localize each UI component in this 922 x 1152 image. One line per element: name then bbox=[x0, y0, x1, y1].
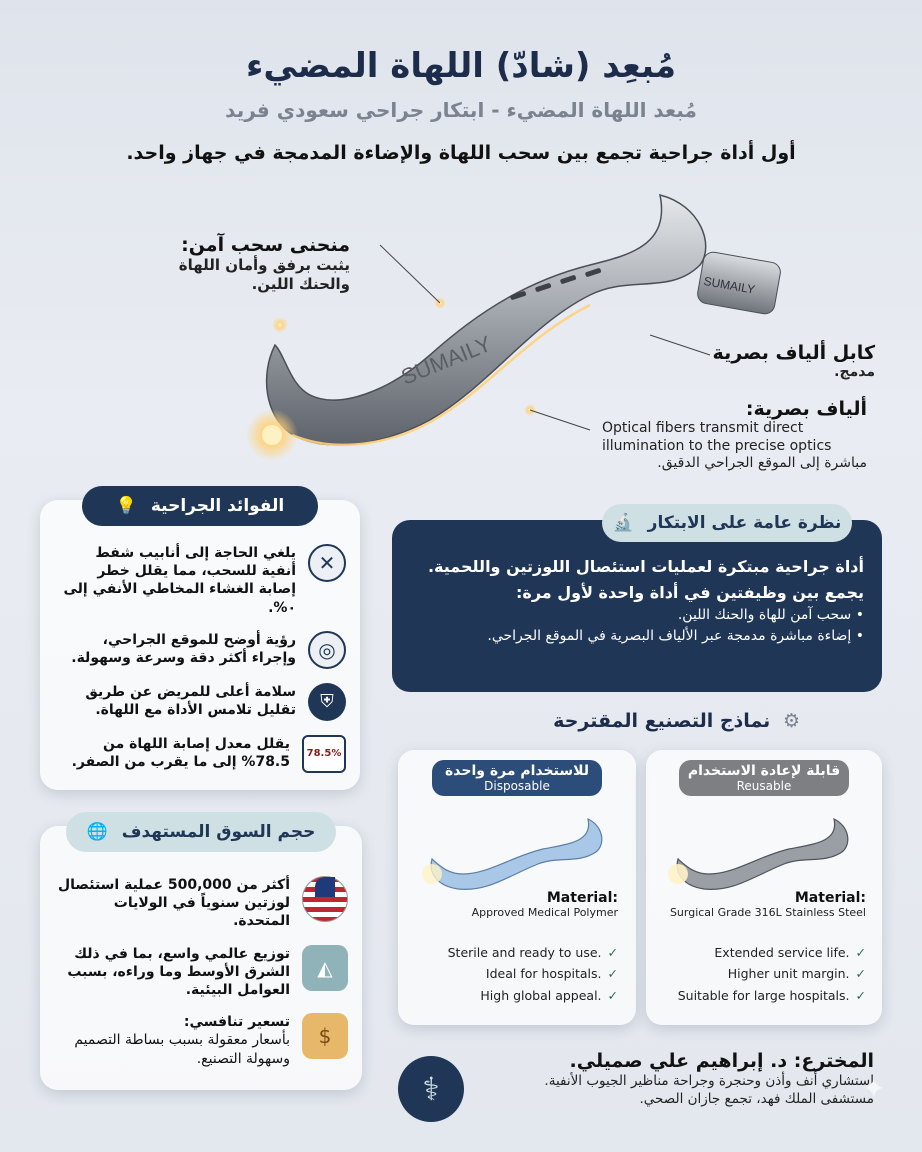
callout-fibers-body-ar: مباشرة إلى الموقع الجراحي الدقيق. bbox=[657, 455, 867, 471]
reusable-label-en: Reusable bbox=[736, 779, 792, 793]
chart-badge: 78.5% bbox=[306, 748, 342, 760]
overview-bullet-text: سحب آمن للهاة والحنك اللين. bbox=[677, 607, 852, 624]
us-flag-icon bbox=[302, 876, 348, 922]
market-card bbox=[40, 822, 362, 1090]
disposable-feature bbox=[408, 963, 618, 984]
reusable-feature-text: Higher unit margin. bbox=[727, 966, 850, 982]
reusable-feature-text: Suitable for large hospitals. bbox=[677, 987, 850, 1003]
disposable-feature-text: High global appeal. bbox=[480, 987, 602, 1003]
reusable-feature bbox=[650, 942, 866, 963]
inventor-hospital: مستشفى الملك فهد، تجمع جازان الصحي. bbox=[639, 1091, 874, 1108]
callout-fibers-title: ألياف بصرية: bbox=[745, 398, 867, 420]
target-icon: ◎ bbox=[308, 631, 346, 669]
reusable-label-ar: قابلة لإعادة الاستخدام bbox=[687, 763, 841, 779]
benefits-heading-text: الفوائد الجراحية bbox=[150, 496, 285, 516]
reusable-material-heading: Material: bbox=[794, 890, 866, 906]
market-text: أكثر من 500,000 عملية استئصال لوزتين سنوياً في الولايات المتحدة. bbox=[58, 877, 290, 930]
device-cap-text: SUMAILY bbox=[702, 273, 757, 297]
disposable-label bbox=[432, 760, 602, 796]
market-item bbox=[58, 876, 348, 931]
check-icon: ✓ bbox=[855, 966, 866, 982]
disposable-feature-text: Ideal for hospitals. bbox=[485, 966, 602, 982]
lightbulb-icon: 💡 bbox=[115, 496, 137, 516]
manufacturing-heading-text: نماذج التصنيع المقترحة bbox=[553, 710, 771, 732]
market-pricing-text: بأسعار معقولة بسبب بساطة التصميم وسهولة التصنيع. bbox=[74, 1032, 290, 1067]
overview-heading bbox=[602, 504, 852, 542]
benefit-item bbox=[58, 735, 346, 773]
reusable-material-value: Surgical Grade 316L Stainless Steel bbox=[669, 906, 866, 919]
callout-curve-title: منحنى سحب آمن: bbox=[181, 234, 350, 256]
callout-cable bbox=[700, 342, 875, 382]
callout-cable-title: كابل ألياف بصرية bbox=[712, 342, 875, 364]
check-icon: ✓ bbox=[607, 987, 618, 1003]
market-pricing-title: تسعير تنافسي: bbox=[183, 1014, 290, 1031]
reusable-feature-text: Extended service life. bbox=[714, 945, 850, 960]
check-icon: ✓ bbox=[607, 966, 618, 982]
chart-icon bbox=[302, 735, 346, 773]
disposable-feature bbox=[408, 985, 618, 1006]
disposable-feature bbox=[408, 942, 618, 963]
market-item bbox=[58, 1013, 348, 1068]
benefit-item bbox=[58, 683, 346, 721]
market-item bbox=[58, 945, 348, 1000]
sparkle-icon: ✦ bbox=[862, 1072, 886, 1105]
disposable-card bbox=[398, 750, 636, 1025]
callout-fibers bbox=[602, 398, 867, 473]
overview-bullet: • سحب آمن للهاة والحنك اللين. bbox=[677, 607, 864, 624]
benefits-heading bbox=[82, 486, 318, 526]
microscope-icon: 🔬 bbox=[612, 513, 634, 533]
benefit-text: يلغي الحاجة إلى أنابيب شفط أنفية للسحب، مما يقلل خطر إصابة الغشاء المخاطي الأنفي إلى ٠%. bbox=[63, 545, 296, 616]
market-heading bbox=[66, 812, 336, 852]
inventor-name: المخترع: د. إبراهيم علي صميلي. bbox=[569, 1050, 874, 1072]
inventor-block bbox=[474, 1050, 874, 1108]
overview-card bbox=[392, 513, 882, 692]
no-tube-icon: ✕ bbox=[308, 544, 346, 582]
map-icon: ◭ bbox=[302, 945, 348, 991]
tagline: أول أداة جراحية تجمع بين سحب اللهاة والإضاءة المدمجة في جهاز واحد. bbox=[126, 142, 796, 164]
benefit-text: يقلل معدل إصابة اللهاة من 78.5% إلى ما يقرب من الصفر. bbox=[71, 735, 290, 770]
market-text: توزيع عالمي واسع، بما في ذلك الشرق الأوسط وما وراءه، بسبب العوامل البيئية. bbox=[67, 945, 290, 998]
reusable-label bbox=[679, 760, 849, 796]
disposable-feature-text: Sterile and ready to use. bbox=[447, 945, 602, 960]
overview-line2: يجمع بين وظيفتين في أداة واحدة لأول مرة: bbox=[515, 582, 864, 602]
overview-heading-text: نظرة عامة على الابتكار bbox=[647, 513, 842, 533]
disposable-label-en: Disposable bbox=[484, 779, 550, 793]
doctor-avatar-icon: ⚕ bbox=[398, 1056, 464, 1122]
disposable-material-value: Approved Medical Polymer bbox=[471, 906, 618, 919]
benefit-item bbox=[58, 631, 346, 669]
benefits-card bbox=[40, 496, 360, 790]
check-icon: ✓ bbox=[855, 945, 866, 960]
benefit-item bbox=[58, 544, 346, 617]
overview-line1: أداة جراحية مبتكرة لعمليات استئصال اللوزتين واللحمية. bbox=[427, 557, 864, 576]
page-subtitle: مُبعد اللهاة المضيء - ابتكار جراحي سعودي فريد bbox=[225, 98, 697, 122]
reusable-feature bbox=[650, 985, 866, 1006]
steel-retractor-image bbox=[664, 814, 864, 894]
check-icon: ✓ bbox=[607, 945, 618, 960]
overview-bullet-text: إضاءة مباشرة مدمجة عبر الألياف البصرية في الموقع الجراحي. bbox=[487, 628, 852, 645]
inventor-role: استشاري أنف وأذن وحنجرة وجراحة مناظير الجيوب الأنفية. bbox=[544, 1073, 874, 1089]
overview-bullet: • إضاءة مباشرة مدمجة عبر الألياف البصرية في الموقع الجراحي. bbox=[487, 628, 864, 645]
reusable-card bbox=[646, 750, 882, 1025]
manufacturing-heading bbox=[480, 710, 800, 732]
polymer-retractor-image bbox=[418, 814, 618, 894]
benefit-text: سلامة أعلى للمريض عن طريق تقليل تلامس الأداة مع اللهاة. bbox=[85, 683, 296, 718]
shield-icon: ⛨ bbox=[308, 683, 346, 721]
callout-fibers-body-en: Optical fibers transmit direct illumination to the precise optics bbox=[602, 420, 832, 454]
reusable-feature bbox=[650, 963, 866, 984]
price-tag-icon: $ bbox=[302, 1013, 348, 1059]
market-text bbox=[58, 1013, 290, 1068]
callout-curve-body: يثبت برفق وأمان اللهاة والحنك اللين. bbox=[178, 256, 350, 293]
gear-icon: ⚙ bbox=[782, 710, 800, 732]
callout-curve bbox=[150, 234, 350, 294]
device-brand-text: SUMAILY bbox=[397, 330, 495, 390]
disposable-label-ar: للاستخدام مرة واحدة bbox=[445, 763, 589, 779]
check-icon: ✓ bbox=[855, 987, 866, 1003]
callout-cable-body: مدمج. bbox=[834, 364, 875, 380]
benefit-text: رؤية أوضح للموقع الجراحي، وإجراء أكثر دقة وسرعة وسهولة. bbox=[71, 631, 296, 666]
disposable-material-heading: Material: bbox=[546, 890, 618, 906]
market-heading-text: حجم السوق المستهدف bbox=[121, 822, 316, 842]
page-title: مُبعِد (شادّ) اللهاة المضيء bbox=[245, 46, 677, 86]
globe-icon: 🌐 bbox=[86, 822, 108, 842]
